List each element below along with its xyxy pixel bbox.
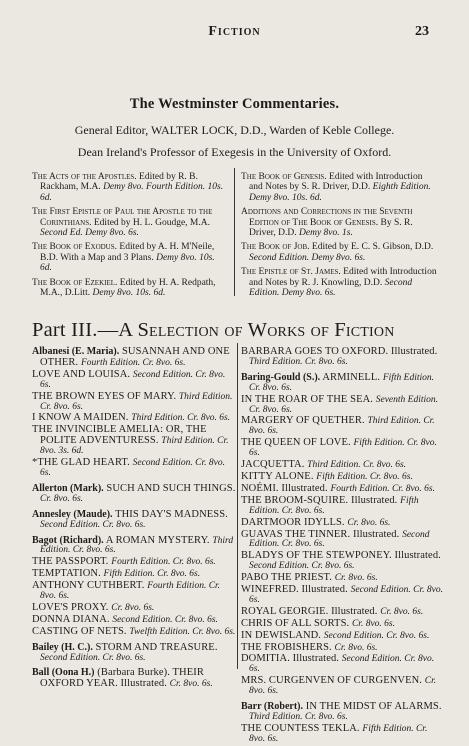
professor-line: Dean Ireland's Professor of Exegesis in the University of Oxford. <box>77 145 392 159</box>
book-title: GUAVAS THE TINNER. Illustrated. <box>241 528 403 540</box>
commentaries-right-column <box>241 172 437 302</box>
book-edition-price: Second Edition. Cr. 8vo. 6s. <box>40 652 146 663</box>
book-title: THE INVINCIBLE AMELIA: OR, THE POLITE ADVENTURESS. <box>32 424 207 447</box>
book-edition-price: Fifth Edition. Cr. 8vo. 6s. <box>249 723 428 744</box>
commentary-details: By S. R. Driver, D.D. <box>249 217 413 239</box>
book-edition-price: Cr. 8vo. 6s. <box>40 493 84 504</box>
book-edition-price: Second Edition. Cr. 8vo. 6s. <box>323 630 430 641</box>
author-name: Allerton (Mark). <box>32 482 104 494</box>
fiction-left-column <box>32 347 238 691</box>
fiction-entry <box>241 472 444 483</box>
book-title: DARTMOOR IDYLLS. <box>241 516 348 528</box>
fiction-entry <box>241 643 444 654</box>
commentaries-left-column <box>32 172 228 302</box>
fiction-entry <box>241 484 444 495</box>
commentary-price: Demy 8vo. 10s. 6d. <box>92 288 166 299</box>
book-edition-price: Cr. 8vo. 6s. <box>347 517 391 528</box>
fiction-entry <box>241 724 444 745</box>
fiction-entry <box>241 395 444 416</box>
book-edition-price: Second Edition. Cr. 8vo. 6s. <box>249 561 355 572</box>
running-header <box>0 24 469 44</box>
commentary-title: The Book of Exodus. <box>32 242 118 253</box>
book-edition-price: Third Edition. Cr. 8vo. 3s. 6d. <box>40 436 229 457</box>
commentary-price: Second Edition. Demy 8vo. 6s. <box>249 277 413 299</box>
commentary-title: The Acts of the Apostles. <box>32 172 137 182</box>
fiction-entry <box>32 510 238 531</box>
fiction-entry <box>32 627 238 638</box>
book-edition-price: Third Edition. Cr. 8vo. 6s. <box>249 712 348 722</box>
commentary-price: Second Edition. Demy 8vo. 6s. <box>249 252 366 263</box>
part-heading-lead: Part III. <box>32 319 98 341</box>
commentary-entry <box>241 172 437 203</box>
page-number: 23 <box>415 24 429 39</box>
fiction-entry <box>241 702 444 723</box>
author-name: Barr (Robert). <box>241 701 304 713</box>
book-edition-price: Cr. 8vo. 6s. <box>334 642 378 653</box>
book-title: WINEFRED. Illustrated. <box>241 584 351 596</box>
fiction-entry <box>32 581 238 602</box>
commentary-details: Edited by A. H. M'Neile, B.D. With a Map and 3 Plans. <box>40 242 215 263</box>
column-divider <box>234 168 235 296</box>
fiction-entry <box>241 585 444 606</box>
fiction-entry <box>32 603 238 614</box>
book-edition-price: Cr. 8vo. 6s. <box>380 606 424 617</box>
book-title: CHRIS OF ALL SORTS. <box>241 617 352 629</box>
commentary-price: Demy 8vo. 10s. 6d. <box>40 252 215 274</box>
book-edition-price: Fifth Edition. Cr. 8vo. 6s. <box>103 569 201 580</box>
book-title: BARBARA GOES TO OXFORD. Illustrated. <box>241 346 438 357</box>
book-title: *THE GLAD HEART. <box>32 457 133 469</box>
general-editor-line: General Editor, WALTER LOCK, D.D., Warden of Keble College. <box>74 123 395 137</box>
book-edition-price: Cr. 8vo. 6s. <box>111 602 155 613</box>
commentary-price: Second Ed. Demy 8vo. 6s. <box>40 228 139 239</box>
author-name: Ball (Oona H.) <box>32 667 95 679</box>
commentary-details: Edited by H. L. Goudge, M.A. <box>91 217 210 228</box>
fiction-entry <box>32 392 238 413</box>
book-title: ARMINELL. <box>320 371 383 383</box>
book-title: DOMITIA. Illustrated. <box>241 653 342 665</box>
book-title: TEMPTATION. <box>32 568 104 580</box>
book-title: SUCH AND SUCH THINGS. <box>103 482 236 494</box>
book-title: SUSANNAH AND ONE OTHER. <box>40 346 230 368</box>
book-edition-price: Third Edition. Cr. 8vo. 6s. <box>249 416 435 437</box>
commentary-title: The Book of Genesis. <box>241 172 327 182</box>
fiction-entry <box>32 569 238 580</box>
commentary-price: Demy 8vo. 1s. <box>299 228 353 239</box>
book-edition-price: Fourth Edition. Cr. 8vo. 6s. <box>40 581 221 602</box>
commentary-entry <box>32 242 228 273</box>
book-edition-price: Fifth Edition. Cr. 8vo. 6s. <box>249 495 419 516</box>
commentary-details: Edited with Introduction and Notes by S. R. Driver, D.D. <box>249 172 423 193</box>
book-title: JACQUETTA. <box>241 459 308 471</box>
book-edition-price: Third Edition. Cr. 8vo. 6s. <box>249 356 348 367</box>
book-edition-price: Cr. 8vo. 6s. <box>351 618 395 629</box>
commentary-details: Edited with Introduction and Notes by R. J. Knowling, D.D. <box>249 267 437 288</box>
book-title: CASTING OF NETS. <box>32 625 130 637</box>
book-edition-price: Seventh Edition. Cr. 8vo. 6s. <box>249 394 438 415</box>
fiction-entry <box>241 676 444 697</box>
book-edition-price: Twelfth Edition. Cr. 8vo. 6s. <box>129 626 236 637</box>
book-edition-price: Fifth Edition. Cr. 8vo. 6s. <box>249 438 437 459</box>
book-title: THE COUNTESS TEKLA. <box>241 722 363 734</box>
fiction-entry <box>241 573 444 584</box>
book-title: THE BROWN EYES OF MARY. <box>32 390 179 402</box>
book-title: THE PASSPORT. <box>32 556 112 568</box>
commentary-price: Demy 8vo. Fourth Edition. 10s. 6d. <box>40 182 224 203</box>
commentary-details: Edited by H. A. Redpath, M.A., D.Litt. <box>40 277 216 299</box>
part-heading-rest: —A Selection of Works of Fiction <box>97 319 395 341</box>
book-title: THE FROBISHERS. <box>241 641 335 653</box>
fiction-entry <box>32 484 238 505</box>
commentaries-list <box>32 172 437 299</box>
book-edition-price: Third Edition. Cr. 8vo. 6s. <box>307 460 407 471</box>
book-title: LOVE'S PROXY. <box>32 601 112 613</box>
book-title: MARGERY OF QUETHER. <box>241 415 368 427</box>
fiction-entry <box>241 496 444 517</box>
fiction-entry <box>32 425 238 457</box>
part-heading <box>32 319 442 342</box>
series-title: The Westminster Commentaries. <box>129 96 340 112</box>
book-edition-price: Second Edition. Cr. 8vo. 6s. <box>40 519 146 530</box>
fiction-entry <box>32 643 238 664</box>
book-title: BLADYS OF THE STEWPONEY. Illustrated. <box>241 550 441 562</box>
book-edition-price: Second Edition. Cr. 8vo. 6s. <box>249 654 435 675</box>
fiction-entry <box>241 373 444 394</box>
book-title: PABO THE PRIEST. <box>241 572 335 584</box>
book-title: THE BROOM-SQUIRE. Illustrated. <box>241 494 401 506</box>
commentary-details: Edited by R. B. Rackham, M.A. <box>40 172 198 193</box>
book-title: A ROMAN MYSTERY. <box>103 534 213 546</box>
fiction-entry <box>241 416 444 437</box>
book-edition-price: Third Edition. Cr. 8vo. 6s. <box>131 413 231 424</box>
author-name: Albanesi (E. Maria). <box>32 346 120 357</box>
book-edition-price: Second Edition. Cr. 8vo. 6s. <box>40 369 226 390</box>
fiction-entry <box>241 607 444 618</box>
book-edition-price: Second Edition. Cr. 8vo. 6s. <box>112 614 218 625</box>
book-title: I KNOW A MAIDEN. <box>32 412 132 424</box>
book-title: NOÉMI. Illustrated. <box>241 482 331 494</box>
book-edition-price: Fourth Edition. Cr. 8vo. 6s. <box>111 557 216 568</box>
fiction-entry <box>241 654 444 675</box>
book-edition-price: Cr. 8vo. 6s. <box>169 679 213 690</box>
book-edition-price: Fourth Edition. Cr. 8vo. 6s. <box>80 357 186 368</box>
commentary-entry <box>241 207 437 238</box>
column-divider <box>237 343 238 669</box>
fiction-entry <box>241 460 444 471</box>
fiction-entry <box>241 518 444 529</box>
book-edition-price: Second Edition. Cr. 8vo. 6s. <box>40 458 225 478</box>
book-edition-price: Second Edition. Cr. 8vo. 6s. <box>249 529 430 550</box>
book-edition-price: Second Edition. Cr. 8vo. 6s. <box>249 585 443 605</box>
running-title: Fiction <box>208 24 261 39</box>
fiction-entry <box>241 631 444 642</box>
commentary-title: The Epistle of St. James. <box>241 267 341 278</box>
fiction-entry <box>32 668 238 690</box>
book-edition-price: Fifth Edition. Cr. 8vo. 6s. <box>316 471 413 482</box>
book-title: IN THE ROAR OF THE SEA. <box>241 393 376 405</box>
fiction-entry <box>32 370 238 391</box>
book-edition-price: Fifth Edition. Cr. 8vo. 6s. <box>249 372 435 393</box>
commentary-price: Eighth Edition. Demy 8vo. 10s. 6d. <box>249 182 431 203</box>
commentary-title: The Book of Job. <box>241 242 310 253</box>
fiction-entry <box>32 458 238 479</box>
book-title: DONNA DIANA. <box>32 613 113 625</box>
author-name: Bailey (H. C.). <box>32 641 93 653</box>
fiction-entry <box>241 530 444 551</box>
fiction-entry <box>241 438 444 459</box>
book-title: LOVE AND LOUISA. <box>32 368 133 380</box>
fiction-entry <box>32 413 238 424</box>
commentary-title: Additions and Corrections in the Seventh Edition of The Book of Genesis. <box>241 207 413 228</box>
fiction-right-column <box>241 347 444 746</box>
fiction-entry <box>241 619 444 630</box>
commentary-entry <box>32 172 228 203</box>
fiction-entry <box>32 557 238 568</box>
book-title: STORM AND TREASURE. <box>92 641 218 653</box>
commentary-entry <box>32 207 228 238</box>
fiction-entry <box>32 536 238 557</box>
fiction-entry <box>241 347 444 368</box>
commentary-details: Edited by E. C. S. Gibson, D.D. <box>309 242 434 253</box>
book-title: IN DEWISLAND. <box>241 629 324 641</box>
book-title: (Barbara Burke). THEIR OXFORD YEAR. Illustrated. <box>40 667 204 690</box>
book-title: IN THE MIDST OF ALARMS. <box>303 701 442 713</box>
commentary-entry <box>32 278 228 299</box>
fiction-entry <box>32 347 238 369</box>
commentary-title: The First Epistle of Paul the Apostle to the Corinthians. <box>32 207 213 228</box>
book-edition-price: Cr. 8vo. 6s. <box>334 573 378 584</box>
fiction-entry <box>241 551 444 572</box>
book-title: MRS. CURGENVEN OF CURGENVEN. <box>241 675 425 687</box>
book-title: THE QUEEN OF LOVE. <box>241 437 354 449</box>
book-title: THIS DAY'S MADNESS. <box>112 508 228 520</box>
book-edition-price: Fourth Edition. Cr. 8vo. 6s. <box>330 483 435 494</box>
author-name: Bagot (Richard). <box>32 534 104 546</box>
book-edition-price: Third Edition. Cr. 8vo. 6s. <box>40 391 233 412</box>
book-edition-price: Cr. 8vo. 6s. <box>249 676 437 697</box>
author-name: Annesley (Maude). <box>32 508 113 520</box>
commentary-entry <box>241 267 437 298</box>
book-title: ROYAL GEORGIE. Illustrated. <box>241 605 381 617</box>
book-title: ANTHONY CUTHBERT. <box>32 580 148 592</box>
book-edition-price: Third Edition. Cr. 8vo. 6s. <box>40 535 234 556</box>
fiction-entry <box>32 615 238 626</box>
commentary-title: The Book of Ezekiel. <box>32 277 118 288</box>
author-name: Baring-Gould (S.). <box>241 371 321 383</box>
book-title: KITTY ALONE. <box>241 470 317 482</box>
commentary-entry <box>241 242 437 263</box>
